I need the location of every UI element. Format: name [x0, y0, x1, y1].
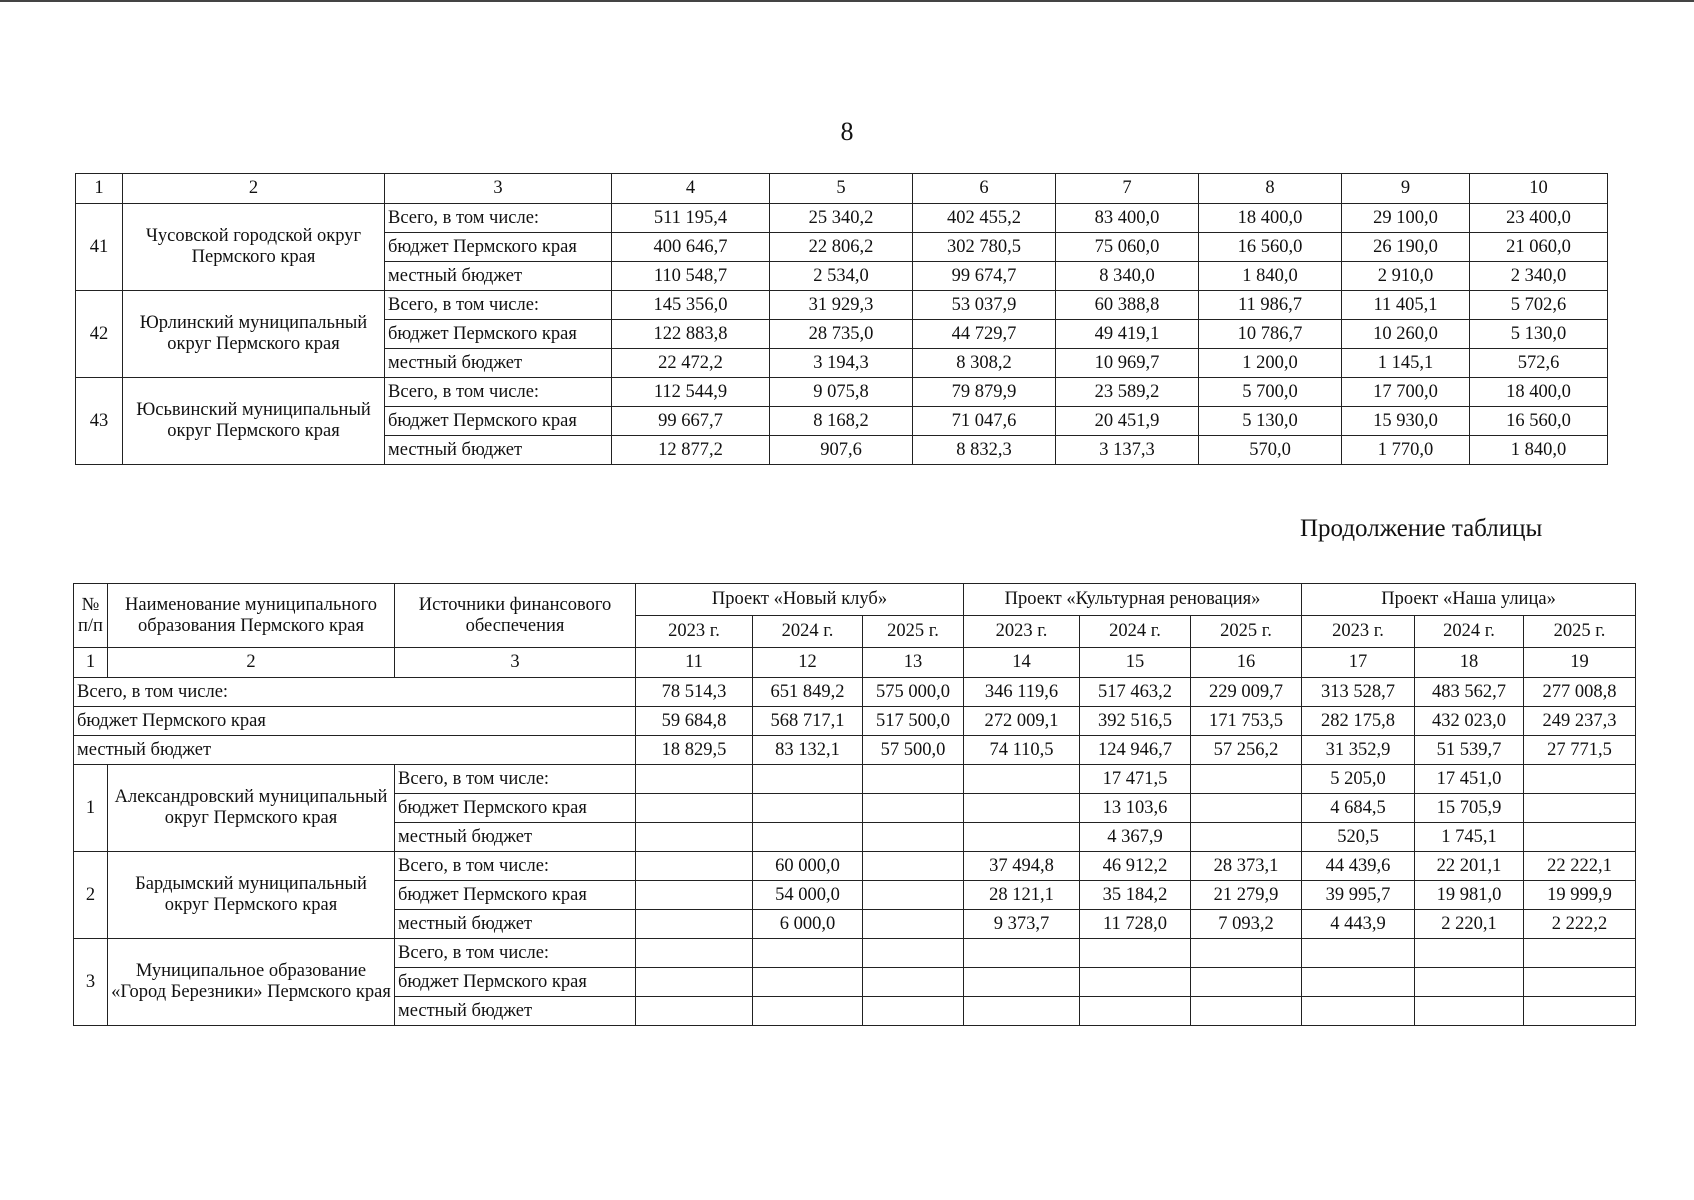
- amount-cell: 23 400,0: [1470, 204, 1608, 233]
- amount-cell: 60 000,0: [753, 852, 863, 881]
- amount-cell: 6 000,0: [753, 910, 863, 939]
- amount-cell: 272 009,1: [964, 707, 1080, 736]
- funding-source: бюджет Пермского края: [385, 407, 612, 436]
- amount-cell: 17 451,0: [1415, 765, 1524, 794]
- amount-cell: [1302, 968, 1415, 997]
- amount-cell: 229 009,7: [1191, 678, 1302, 707]
- amount-cell: 651 849,2: [753, 678, 863, 707]
- amount-cell: 12 877,2: [612, 436, 770, 465]
- total-label: Всего, в том числе:: [74, 678, 636, 707]
- amount-cell: 313 528,7: [1302, 678, 1415, 707]
- amount-cell: 25 340,2: [770, 204, 913, 233]
- amount-cell: [636, 765, 753, 794]
- column-number: 13: [863, 648, 964, 678]
- column-number-row: [76, 174, 1608, 204]
- row-number: 43: [76, 378, 123, 465]
- amount-cell: 2 910,0: [1342, 262, 1470, 291]
- amount-cell: 517 500,0: [863, 707, 964, 736]
- amount-cell: [636, 997, 753, 1026]
- column-number: 14: [964, 648, 1080, 678]
- amount-cell: [753, 794, 863, 823]
- amount-cell: [863, 823, 964, 852]
- municipality-name: Александровский муниципальный округ Пермского края: [108, 765, 395, 852]
- amount-cell: 1 145,1: [1342, 349, 1470, 378]
- amount-cell: 21 279,9: [1191, 881, 1302, 910]
- amount-cell: [1302, 939, 1415, 968]
- funding-source: местный бюджет: [395, 997, 636, 1026]
- row-number: 2: [74, 852, 108, 939]
- amount-cell: 26 190,0: [1342, 233, 1470, 262]
- total-row: [74, 707, 1636, 736]
- amount-cell: 53 037,9: [913, 291, 1056, 320]
- amount-cell: 171 753,5: [1191, 707, 1302, 736]
- table-row: [74, 852, 1636, 881]
- amount-cell: 29 100,0: [1342, 204, 1470, 233]
- amount-cell: [863, 997, 964, 1026]
- amount-cell: 54 000,0: [753, 881, 863, 910]
- column-number: 12: [753, 648, 863, 678]
- amount-cell: 3 137,3: [1056, 436, 1199, 465]
- column-number: 4: [612, 174, 770, 204]
- amount-cell: 5 700,0: [1199, 378, 1342, 407]
- amount-cell: [863, 910, 964, 939]
- amount-cell: [1191, 823, 1302, 852]
- column-number: 8: [1199, 174, 1342, 204]
- top-budget-table: [75, 173, 1608, 465]
- funding-source: местный бюджет: [385, 436, 612, 465]
- amount-cell: 4 367,9: [1080, 823, 1191, 852]
- funding-source: местный бюджет: [385, 262, 612, 291]
- amount-cell: [863, 852, 964, 881]
- column-number: 1: [76, 174, 123, 204]
- amount-cell: 570,0: [1199, 436, 1342, 465]
- amount-cell: 28 735,0: [770, 320, 913, 349]
- amount-cell: 39 995,7: [1302, 881, 1415, 910]
- amount-cell: [636, 794, 753, 823]
- amount-cell: 9 075,8: [770, 378, 913, 407]
- amount-cell: 57 256,2: [1191, 736, 1302, 765]
- amount-cell: [964, 968, 1080, 997]
- header-funding-source: Источники финансового обеспечения: [395, 584, 636, 648]
- header-year: 2023 г.: [1302, 616, 1415, 648]
- amount-cell: 11 986,7: [1199, 291, 1342, 320]
- amount-cell: 483 562,7: [1415, 678, 1524, 707]
- amount-cell: 249 237,3: [1524, 707, 1636, 736]
- column-number: 3: [395, 648, 636, 678]
- amount-cell: 7 093,2: [1191, 910, 1302, 939]
- amount-cell: [1191, 997, 1302, 1026]
- amount-cell: 110 548,7: [612, 262, 770, 291]
- amount-cell: 27 771,5: [1524, 736, 1636, 765]
- table-row: [74, 939, 1636, 968]
- funding-source: Всего, в том числе:: [385, 378, 612, 407]
- funding-source: бюджет Пермского края: [385, 320, 612, 349]
- amount-cell: 277 008,8: [1524, 678, 1636, 707]
- amount-cell: 19 999,9: [1524, 881, 1636, 910]
- municipality-name: Юсьвинский муниципальный округ Пермского края: [123, 378, 385, 465]
- table-row: [74, 765, 1636, 794]
- amount-cell: [1524, 968, 1636, 997]
- amount-cell: 520,5: [1302, 823, 1415, 852]
- amount-cell: 346 119,6: [964, 678, 1080, 707]
- amount-cell: 57 500,0: [863, 736, 964, 765]
- funding-source: бюджет Пермского края: [395, 968, 636, 997]
- header-number: № п/п: [74, 584, 108, 648]
- amount-cell: [636, 910, 753, 939]
- header-row: [74, 584, 1636, 616]
- row-number: 41: [76, 204, 123, 291]
- amount-cell: [1191, 794, 1302, 823]
- amount-cell: [964, 823, 1080, 852]
- amount-cell: [964, 939, 1080, 968]
- amount-cell: 432 023,0: [1415, 707, 1524, 736]
- column-number: 10: [1470, 174, 1608, 204]
- column-number: 3: [385, 174, 612, 204]
- column-number: 7: [1056, 174, 1199, 204]
- amount-cell: [1415, 939, 1524, 968]
- table-row: [76, 291, 1608, 320]
- amount-cell: 16 560,0: [1470, 407, 1608, 436]
- amount-cell: 44 729,7: [913, 320, 1056, 349]
- table-row: [76, 378, 1608, 407]
- amount-cell: 8 832,3: [913, 436, 1056, 465]
- amount-cell: [863, 939, 964, 968]
- amount-cell: 13 103,6: [1080, 794, 1191, 823]
- table-row: [76, 204, 1608, 233]
- total-row: [74, 736, 1636, 765]
- row-number: 3: [74, 939, 108, 1026]
- header-municipality: Наименование муниципального образования Пермского края: [108, 584, 395, 648]
- header-project-cultural-renovation: Проект «Культурная реновация»: [964, 584, 1302, 616]
- amount-cell: 575 000,0: [863, 678, 964, 707]
- amount-cell: 11 405,1: [1342, 291, 1470, 320]
- amount-cell: [1191, 968, 1302, 997]
- amount-cell: 2 340,0: [1470, 262, 1608, 291]
- amount-cell: [1080, 968, 1191, 997]
- amount-cell: 21 060,0: [1470, 233, 1608, 262]
- funding-source: Всего, в том числе:: [395, 939, 636, 968]
- row-number: 1: [74, 765, 108, 852]
- funding-source: Всего, в том числе:: [395, 852, 636, 881]
- amount-cell: 122 883,8: [612, 320, 770, 349]
- column-number: 19: [1524, 648, 1636, 678]
- amount-cell: 18 829,5: [636, 736, 753, 765]
- amount-cell: 282 175,8: [1302, 707, 1415, 736]
- amount-cell: 2 534,0: [770, 262, 913, 291]
- amount-cell: [1080, 997, 1191, 1026]
- amount-cell: 10 969,7: [1056, 349, 1199, 378]
- header-year: 2025 г.: [863, 616, 964, 648]
- amount-cell: 5 130,0: [1199, 407, 1342, 436]
- column-number: 15: [1080, 648, 1191, 678]
- column-number: 17: [1302, 648, 1415, 678]
- amount-cell: 75 060,0: [1056, 233, 1199, 262]
- amount-cell: 22 201,1: [1415, 852, 1524, 881]
- amount-cell: [964, 765, 1080, 794]
- amount-cell: [1524, 939, 1636, 968]
- amount-cell: 3 194,3: [770, 349, 913, 378]
- amount-cell: [1191, 765, 1302, 794]
- amount-cell: 22 806,2: [770, 233, 913, 262]
- amount-cell: 5 130,0: [1470, 320, 1608, 349]
- municipality-name: Юрлинский муниципальный округ Пермского края: [123, 291, 385, 378]
- header-project-new-club: Проект «Новый клуб»: [636, 584, 964, 616]
- amount-cell: 124 946,7: [1080, 736, 1191, 765]
- amount-cell: 517 463,2: [1080, 678, 1191, 707]
- funding-source: местный бюджет: [395, 910, 636, 939]
- amount-cell: 402 455,2: [913, 204, 1056, 233]
- amount-cell: 78 514,3: [636, 678, 753, 707]
- amount-cell: [1080, 939, 1191, 968]
- header-year: 2025 г.: [1524, 616, 1636, 648]
- column-number: 6: [913, 174, 1056, 204]
- amount-cell: 400 646,7: [612, 233, 770, 262]
- column-number: 11: [636, 648, 753, 678]
- amount-cell: 302 780,5: [913, 233, 1056, 262]
- amount-cell: 23 589,2: [1056, 378, 1199, 407]
- funding-source: Всего, в том числе:: [385, 291, 612, 320]
- funding-source: местный бюджет: [395, 823, 636, 852]
- amount-cell: 18 400,0: [1470, 378, 1608, 407]
- amount-cell: 10 260,0: [1342, 320, 1470, 349]
- column-number: 9: [1342, 174, 1470, 204]
- amount-cell: 1 840,0: [1199, 262, 1342, 291]
- amount-cell: 392 516,5: [1080, 707, 1191, 736]
- amount-cell: [753, 939, 863, 968]
- amount-cell: 5 205,0: [1302, 765, 1415, 794]
- amount-cell: 15 930,0: [1342, 407, 1470, 436]
- amount-cell: [1191, 939, 1302, 968]
- amount-cell: 572,6: [1470, 349, 1608, 378]
- total-row: [74, 678, 1636, 707]
- header-year: 2024 г.: [1080, 616, 1191, 648]
- amount-cell: [1524, 997, 1636, 1026]
- amount-cell: 59 684,8: [636, 707, 753, 736]
- amount-cell: [636, 823, 753, 852]
- amount-cell: 79 879,9: [913, 378, 1056, 407]
- amount-cell: 1 770,0: [1342, 436, 1470, 465]
- amount-cell: 83 400,0: [1056, 204, 1199, 233]
- column-number: 1: [74, 648, 108, 678]
- amount-cell: 99 667,7: [612, 407, 770, 436]
- funding-source: Всего, в том числе:: [395, 765, 636, 794]
- amount-cell: [863, 765, 964, 794]
- funding-source: бюджет Пермского края: [395, 794, 636, 823]
- amount-cell: [863, 968, 964, 997]
- amount-cell: [636, 881, 753, 910]
- amount-cell: 31 352,9: [1302, 736, 1415, 765]
- amount-cell: 16 560,0: [1199, 233, 1342, 262]
- amount-cell: 568 717,1: [753, 707, 863, 736]
- amount-cell: [1524, 765, 1636, 794]
- amount-cell: [1415, 968, 1524, 997]
- municipality-name: Бардымский муниципальный округ Пермского края: [108, 852, 395, 939]
- column-number: 2: [108, 648, 395, 678]
- amount-cell: 71 047,6: [913, 407, 1056, 436]
- total-label: бюджет Пермского края: [74, 707, 636, 736]
- amount-cell: [753, 823, 863, 852]
- amount-cell: 99 674,7: [913, 262, 1056, 291]
- column-number-row: [74, 648, 1636, 678]
- amount-cell: 10 786,7: [1199, 320, 1342, 349]
- amount-cell: 2 222,2: [1524, 910, 1636, 939]
- amount-cell: 8 340,0: [1056, 262, 1199, 291]
- column-number: 16: [1191, 648, 1302, 678]
- funding-source: Всего, в том числе:: [385, 204, 612, 233]
- amount-cell: 4 443,9: [1302, 910, 1415, 939]
- header-project-our-street: Проект «Наша улица»: [1302, 584, 1636, 616]
- amount-cell: [753, 765, 863, 794]
- funding-source: бюджет Пермского края: [385, 233, 612, 262]
- amount-cell: 22 222,1: [1524, 852, 1636, 881]
- amount-cell: [964, 997, 1080, 1026]
- header-year: 2023 г.: [964, 616, 1080, 648]
- amount-cell: [636, 968, 753, 997]
- amount-cell: 17 471,5: [1080, 765, 1191, 794]
- municipality-name: Муниципальное образование «Город Березники» Пермского края: [108, 939, 395, 1026]
- header-year: 2024 г.: [1415, 616, 1524, 648]
- column-number: 2: [123, 174, 385, 204]
- amount-cell: [753, 968, 863, 997]
- amount-cell: 8 168,2: [770, 407, 913, 436]
- municipality-name: Чусовской городской округ Пермского края: [123, 204, 385, 291]
- amount-cell: 2 220,1: [1415, 910, 1524, 939]
- amount-cell: 1 200,0: [1199, 349, 1342, 378]
- amount-cell: [636, 939, 753, 968]
- amount-cell: 1 840,0: [1470, 436, 1608, 465]
- amount-cell: 145 356,0: [612, 291, 770, 320]
- amount-cell: 74 110,5: [964, 736, 1080, 765]
- amount-cell: 28 121,1: [964, 881, 1080, 910]
- column-number: 18: [1415, 648, 1524, 678]
- amount-cell: 907,6: [770, 436, 913, 465]
- amount-cell: 46 912,2: [1080, 852, 1191, 881]
- column-number: 5: [770, 174, 913, 204]
- amount-cell: [636, 852, 753, 881]
- page-top-border: [0, 0, 1694, 2]
- amount-cell: [1524, 794, 1636, 823]
- amount-cell: 15 705,9: [1415, 794, 1524, 823]
- header-year: 2024 г.: [753, 616, 863, 648]
- amount-cell: 1 745,1: [1415, 823, 1524, 852]
- amount-cell: [863, 794, 964, 823]
- amount-cell: 28 373,1: [1191, 852, 1302, 881]
- amount-cell: 19 981,0: [1415, 881, 1524, 910]
- amount-cell: 22 472,2: [612, 349, 770, 378]
- continuation-title: Продолжение таблицы: [1300, 515, 1543, 542]
- amount-cell: 60 388,8: [1056, 291, 1199, 320]
- amount-cell: 11 728,0: [1080, 910, 1191, 939]
- amount-cell: 83 132,1: [753, 736, 863, 765]
- total-label: местный бюджет: [74, 736, 636, 765]
- amount-cell: [1524, 823, 1636, 852]
- amount-cell: 112 544,9: [612, 378, 770, 407]
- amount-cell: 31 929,3: [770, 291, 913, 320]
- header-year: 2025 г.: [1191, 616, 1302, 648]
- funding-source: местный бюджет: [385, 349, 612, 378]
- amount-cell: 35 184,2: [1080, 881, 1191, 910]
- amount-cell: [753, 997, 863, 1026]
- amount-cell: 44 439,6: [1302, 852, 1415, 881]
- amount-cell: 5 702,6: [1470, 291, 1608, 320]
- header-year: 2023 г.: [636, 616, 753, 648]
- funding-source: бюджет Пермского края: [395, 881, 636, 910]
- amount-cell: 37 494,8: [964, 852, 1080, 881]
- amount-cell: [863, 881, 964, 910]
- amount-cell: 49 419,1: [1056, 320, 1199, 349]
- amount-cell: [964, 794, 1080, 823]
- amount-cell: 511 195,4: [612, 204, 770, 233]
- amount-cell: 20 451,9: [1056, 407, 1199, 436]
- amount-cell: 8 308,2: [913, 349, 1056, 378]
- bottom-budget-table: [73, 583, 1636, 1026]
- amount-cell: [1415, 997, 1524, 1026]
- row-number: 42: [76, 291, 123, 378]
- amount-cell: 17 700,0: [1342, 378, 1470, 407]
- amount-cell: 4 684,5: [1302, 794, 1415, 823]
- amount-cell: 51 539,7: [1415, 736, 1524, 765]
- amount-cell: 9 373,7: [964, 910, 1080, 939]
- amount-cell: [1302, 997, 1415, 1026]
- page-number: 8: [840, 117, 854, 146]
- amount-cell: 18 400,0: [1199, 204, 1342, 233]
